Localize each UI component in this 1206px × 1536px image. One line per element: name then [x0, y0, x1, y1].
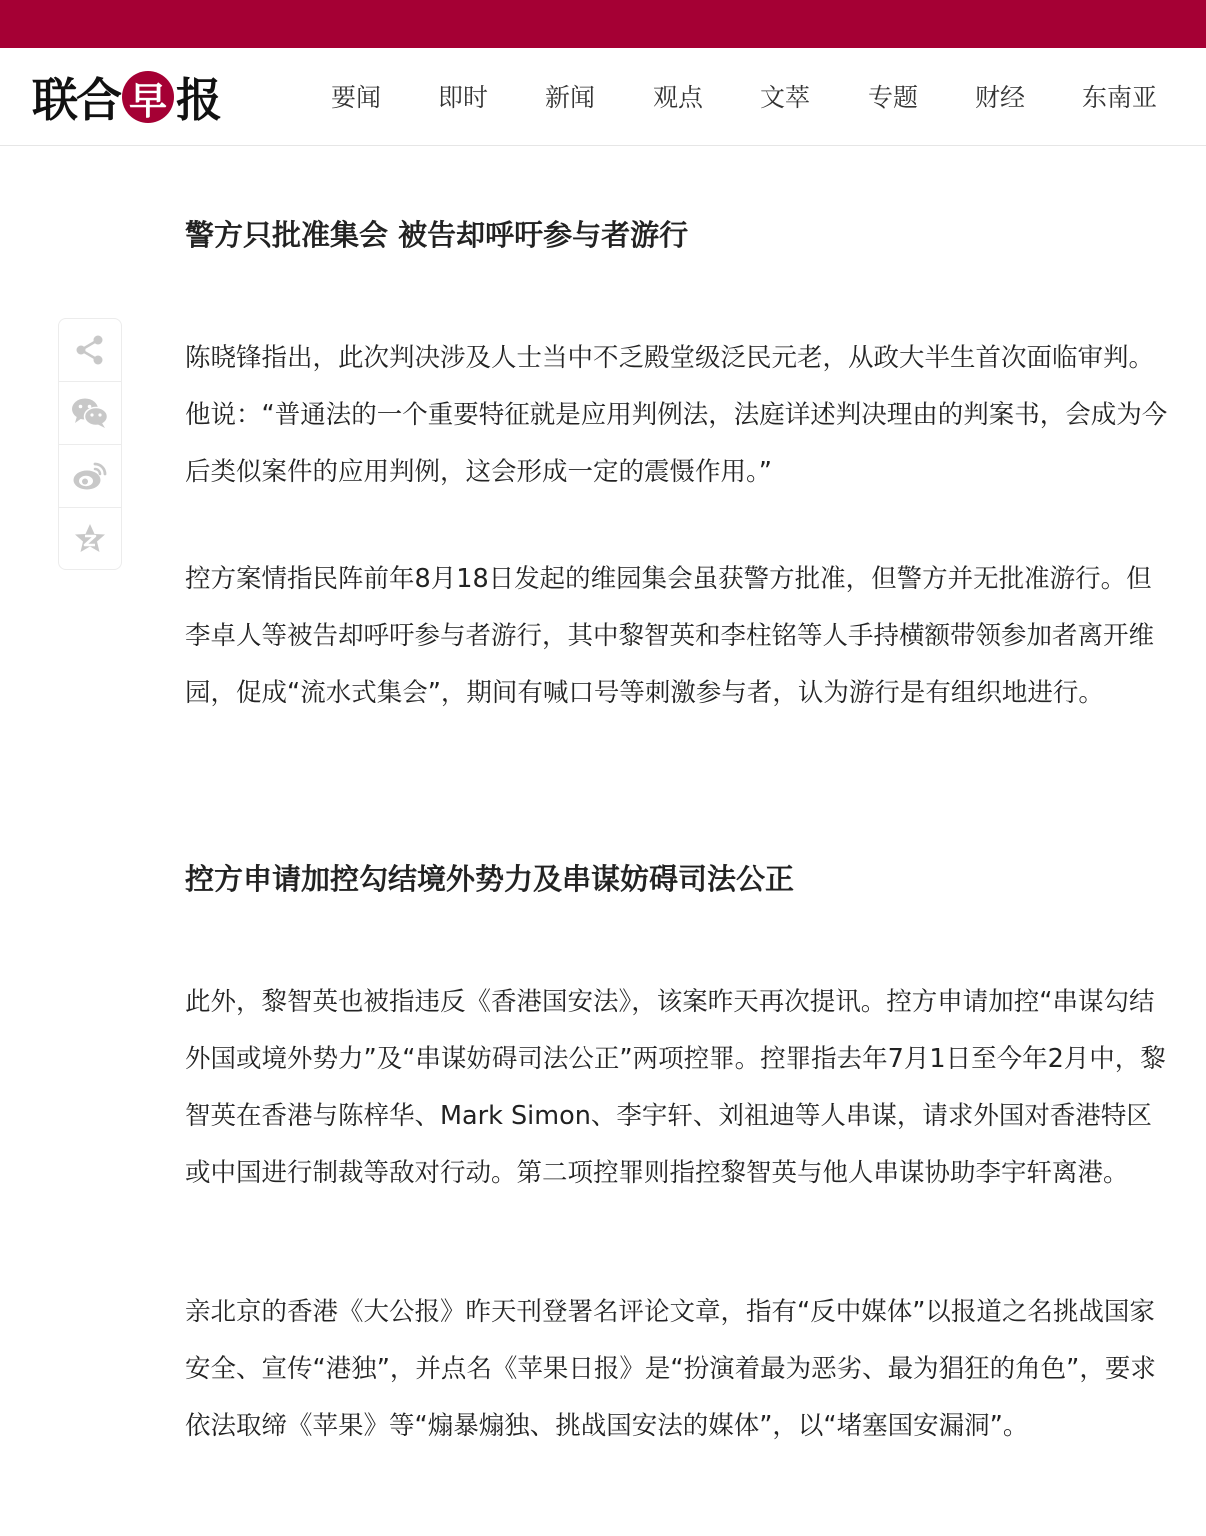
nav-item-xinwen[interactable]: 新闻 — [545, 83, 596, 112]
nav-item-wencui[interactable]: 文萃 — [760, 83, 811, 112]
top-accent-bar — [0, 0, 1206, 48]
article-subhead: 控方申请加控勾结境外势力及串谋妨碍司法公正 — [185, 862, 795, 896]
site-header — [0, 48, 1206, 146]
share-icon — [74, 334, 106, 366]
favorite-share-button[interactable] — [59, 508, 121, 570]
logo-text-pre: 联合 — [32, 73, 120, 127]
article-paragraph: 控方案情指民阵前年8月18日发起的维园集会虽获警方批准，但警方并无批准游行。但李卓人等被告却呼吁参与者游行，其中黎智英和李柱铭等人手持横额带领参加者离开维园，促成“流水式集会”，期间有喊口号等刺激参与者，认为游行是有组织地进行。 — [185, 564, 1155, 708]
wechat-share-button[interactable] — [59, 382, 121, 445]
weibo-share-button[interactable] — [59, 445, 121, 508]
nav-item-caijing[interactable]: 财经 — [975, 83, 1026, 112]
weibo-icon — [72, 460, 108, 492]
nav-item-guandian[interactable]: 观点 — [653, 83, 704, 112]
share-button[interactable] — [59, 319, 121, 382]
article-paragraph: 此外，黎智英也被指违反《香港国安法》，该案昨天再次提讯。控方申请加控“串谋勾结外国或境外势力”及“串谋妨碍司法公正”两项控罪。控罪指去年7月1日至今年2月中，黎智英在香港与陈梓华、Mark Simon、李宇轩、刘祖迪等人串谋，请求外国对香港特区或中国进行制裁等敌对行动。第二项控罪则指控黎智英与他人串谋协助李宇轩离港。 — [185, 987, 1166, 1188]
article-paragraph: 陈晓锋指出，此次判决涉及人士当中不乏殿堂级泛民元老，从政大半生首次面临审判。他说：“普通法的一个重要特征就是应用判例法，法庭详述判决理由的判案书，会成为今后类似案件的应用判例，这会形成一定的震慑作用。” — [185, 343, 1168, 487]
article-paragraph: 亲北京的香港《大公报》昨天刊登署名评论文章，指有“反中媒体”以报道之名挑战国家安全、宣传“港独”，并点名《苹果日报》是“扮演着最为恶劣、最为猖狂的角色”，要求依法取缔《苹果》等“煽暴煽独、挑战国安法的媒体”，以“堵塞国安漏洞”。 — [185, 1297, 1156, 1441]
main-nav — [0, 48, 1206, 145]
nav-item-zhuanti[interactable]: 专题 — [868, 83, 919, 112]
wechat-icon — [71, 397, 109, 429]
nav-item-jishi[interactable]: 即时 — [438, 83, 489, 112]
share-rail — [58, 318, 122, 570]
logo-text-post: 报 — [176, 73, 220, 127]
zaobao-favorite-icon — [73, 522, 107, 556]
nav-item-yaowen[interactable]: 要闻 — [331, 83, 382, 112]
logo-seal: 早 — [122, 71, 174, 123]
nav-item-dongnanya[interactable]: 东南亚 — [1082, 83, 1158, 112]
article-subhead: 警方只批准集会 被告却呼吁参与者游行 — [185, 218, 689, 252]
